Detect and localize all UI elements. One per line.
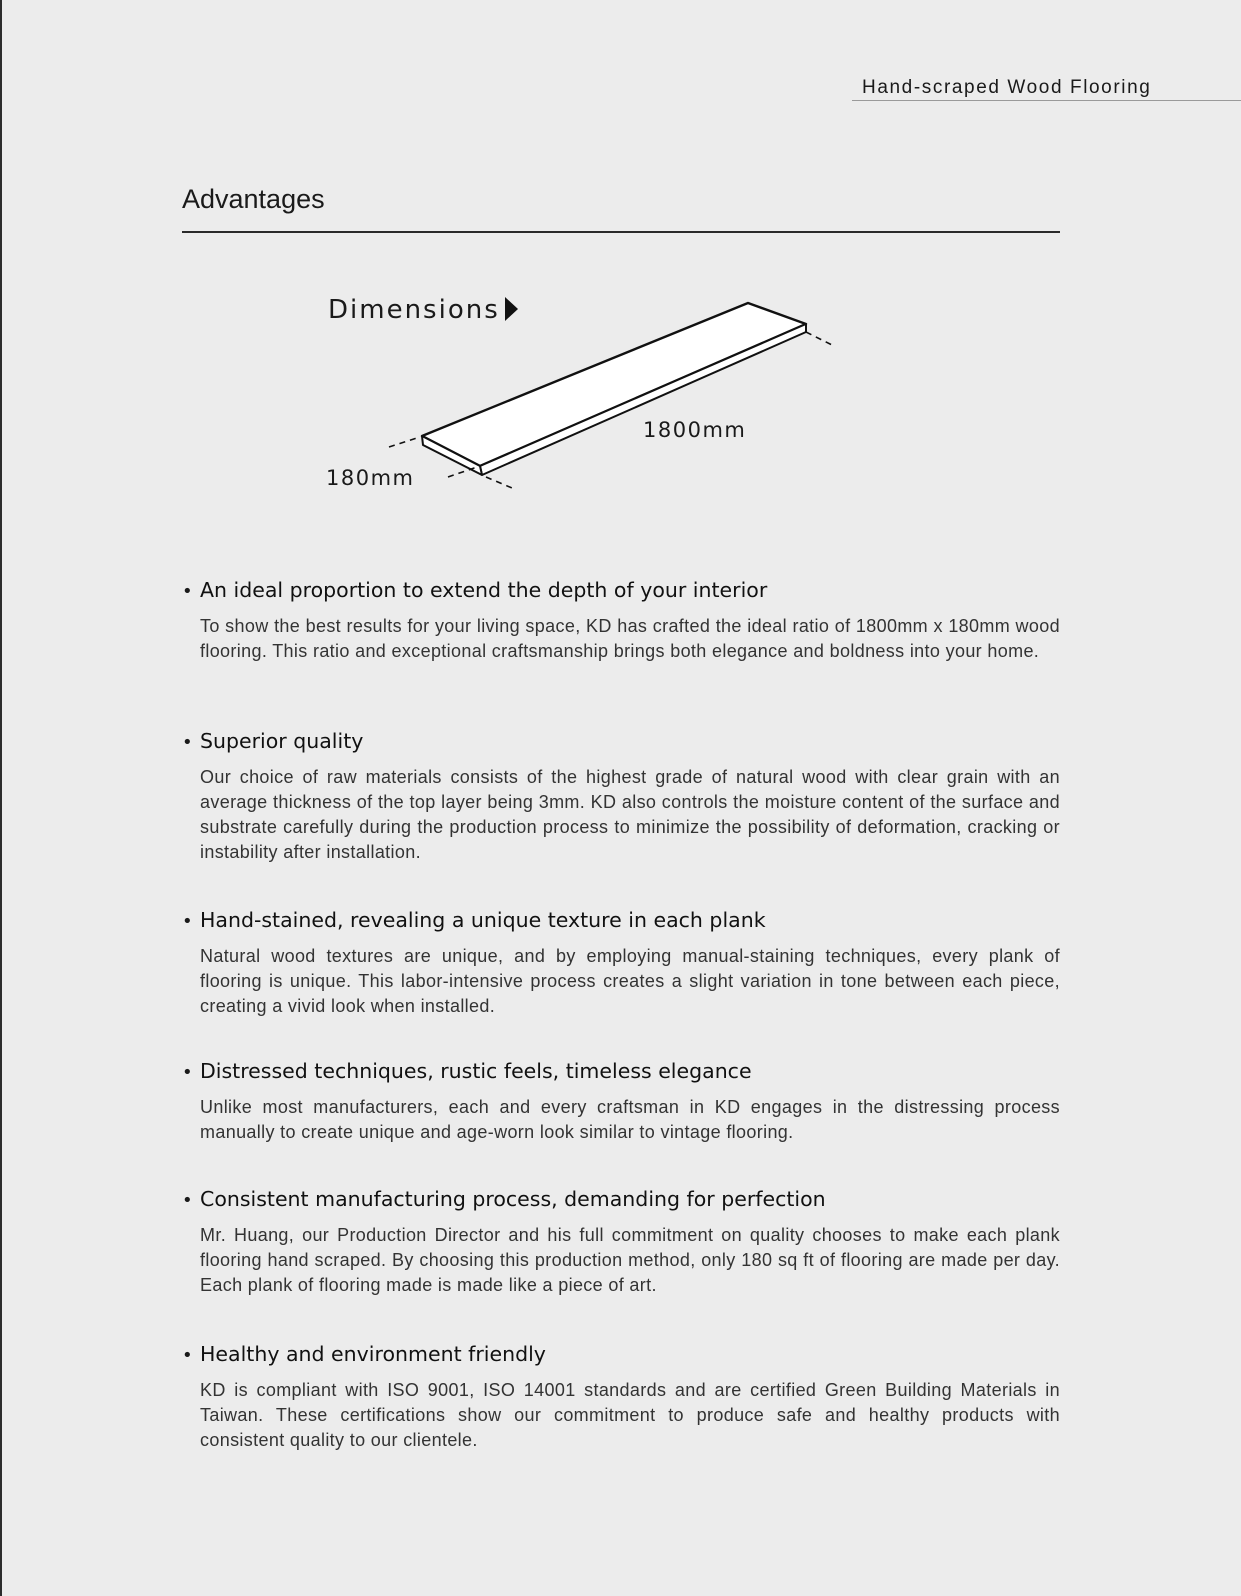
running-header-title: Hand-scraped Wood Flooring bbox=[862, 77, 1152, 98]
bullet-icon: • bbox=[182, 1345, 193, 1366]
bullet-icon: • bbox=[182, 732, 193, 753]
advantage-body: Mr. Huang, our Production Director and his full commitment on quality chooses to make each plank flooring hand scraped. By choosing this production method, only 180 sq ft of flooring are made per day. Each plank of flooring made is made like a piece of art. bbox=[200, 1225, 1060, 1295]
length-dimension-label: 1800mm bbox=[643, 418, 747, 442]
bullet-icon: • bbox=[182, 911, 193, 932]
bullet-icon: • bbox=[182, 1062, 193, 1083]
width-dimension-label: 180mm bbox=[326, 466, 415, 490]
advantage-heading: Hand-stained, revealing a unique texture in each plank bbox=[200, 908, 766, 932]
advantage-body: KD is compliant with ISO 9001, ISO 14001 standards and are certified Green Building Materials in Taiwan. These certifications show our commitment to produce safe and healthy products with consistent quality to our clientele. bbox=[200, 1380, 1060, 1450]
bullet-icon: • bbox=[182, 1190, 193, 1211]
advantage-heading: An ideal proportion to extend the depth of your interior bbox=[200, 578, 768, 602]
advantage-heading: Consistent manufacturing process, demanding for perfection bbox=[200, 1187, 826, 1211]
bullet-icon: • bbox=[182, 581, 193, 602]
play-triangle-icon bbox=[505, 297, 518, 321]
advantage-body: To show the best results for your living space, KD has crafted the ideal ratio of 1800mm x 180mm wood flooring. This ratio and exceptional craftsmanship brings both elegance and boldness into your home. bbox=[200, 616, 1060, 661]
section-title: Advantages bbox=[182, 184, 325, 214]
advantage-heading: Healthy and environment friendly bbox=[200, 1342, 546, 1366]
advantage-body: Our choice of raw materials consists of the highest grade of natural wood with clear grain with an average thickness of the top layer being 3mm. KD also controls the moisture content of the surface and substrate carefully during the production process to minimize the possibility of deformation, cracking or instability after installation. bbox=[200, 767, 1060, 862]
advantage-body: Natural wood textures are unique, and by employing manual-staining techniques, every plank of flooring is unique. This labor-intensive process creates a slight variation in tone between each piece, creating a vivid look when installed. bbox=[200, 946, 1060, 1016]
advantage-body: Unlike most manufacturers, each and every craftsman in KD engages in the distressing process manually to create unique and age-worn look similar to vintage flooring. bbox=[200, 1097, 1060, 1142]
dimensions-label: Dimensions bbox=[328, 295, 500, 325]
plank-illustration bbox=[422, 303, 806, 475]
advantage-heading: Distressed techniques, rustic feels, timeless elegance bbox=[200, 1059, 752, 1083]
plank-dimensions-diagram bbox=[0, 0, 1241, 520]
advantage-heading: Superior quality bbox=[200, 729, 364, 753]
